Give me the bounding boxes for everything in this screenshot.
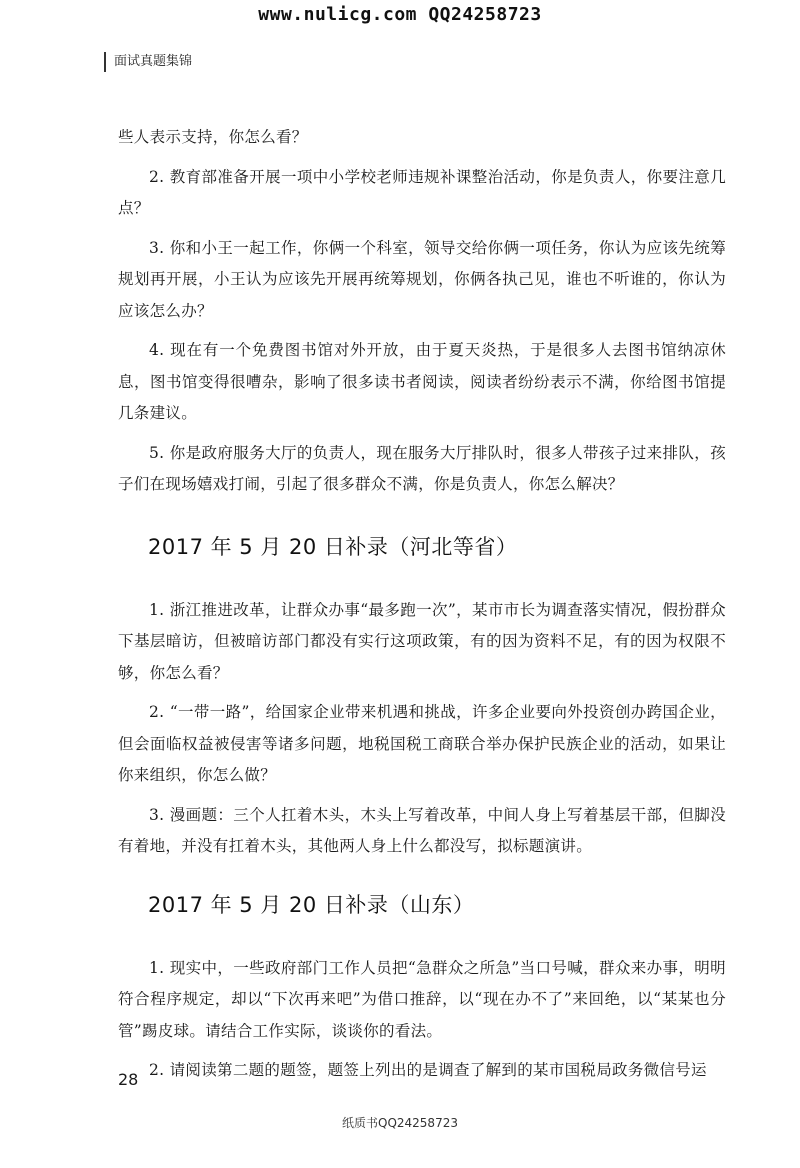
paragraph-continued: 些人表示支持，你怎么看？ (118, 128, 308, 146)
footer-watermark: 纸质书QQ24258723 (342, 1116, 458, 1130)
page-number: 28 (118, 1070, 139, 1089)
section-heading-shandong: 2017 年 5 月 20 日补录（山东） (148, 892, 475, 917)
running-head: 面试真题集锦 (104, 52, 192, 72)
question-paragraph: 5. 你是政府服务大厅的负责人，现在服务大厅排队时，很多人带孩子过来排队，孩子们在现场嬉戏打闹，引起了很多群众不满，你是负责人，你怎么解决？ (118, 443, 726, 493)
question-paragraph: 4. 现在有一个免费图书馆对外开放，由于夏天炎热，于是很多人去图书馆纳凉休息，图书馆变得很嘈杂，影响了很多读书者阅读，阅读者纷纷表示不满，你给图书馆提几条建议。 (118, 341, 726, 422)
question-paragraph: 3. 漫画题：三个人扛着木头，木头上写着改革，中间人身上写着基层干部，但脚没有着地，并没有扛着木头，其他两人身上什么都没写，拟标题演讲。 (118, 805, 726, 855)
question-paragraph: 1. 浙江推进改革，让群众办事“最多跑一次”，某市市长为调查落实情况，假扮群众下基层暗访，但被暗访部门都没有实行这项政策，有的因为资料不足，有的因为权限不够，你怎么看？ (118, 600, 726, 682)
question-paragraph: 2. 教育部准备开展一项中小学校老师违规补课整治活动，你是负责人，你要注意几点？ (118, 167, 726, 217)
question-paragraph: 3. 你和小王一起工作，你俩一个科室，领导交给你俩一项任务，你认为应该先统筹规划再开展，小王认为应该先开展再统筹规划，你俩各执己见，谁也不听谁的，你认为应该怎么办？ (118, 238, 726, 320)
question-paragraph: 2. 请阅读第二题的题签，题签上列出的是调查了解到的某市国税局政务微信号运 (149, 1061, 707, 1079)
page-body (118, 122, 726, 1095)
question-paragraph: 2. “一带一路”，给国家企业带来机遇和挑战，许多企业要向外投资创办跨国企业，但会面临权益被侵害等诸多问题，地税国税工商联合举办保护民族企业的活动，如果让你来组织，你怎么做？ (118, 703, 726, 784)
section-heading-hebei: 2017 年 5 月 20 日补录（河北等省） (148, 534, 518, 559)
watermark-header: www.nulicg.com QQ24258723 (258, 4, 542, 25)
question-paragraph: 1. 现实中，一些政府部门工作人员把“急群众之所急”当口号喊，群众来办事，明明符合程序规定，却以“下次再来吧”为借口推辞，以“现在办不了”来回绝，以“某某也分管”踢皮球。请结合工作实际，谈谈你的看法。 (118, 958, 726, 1040)
